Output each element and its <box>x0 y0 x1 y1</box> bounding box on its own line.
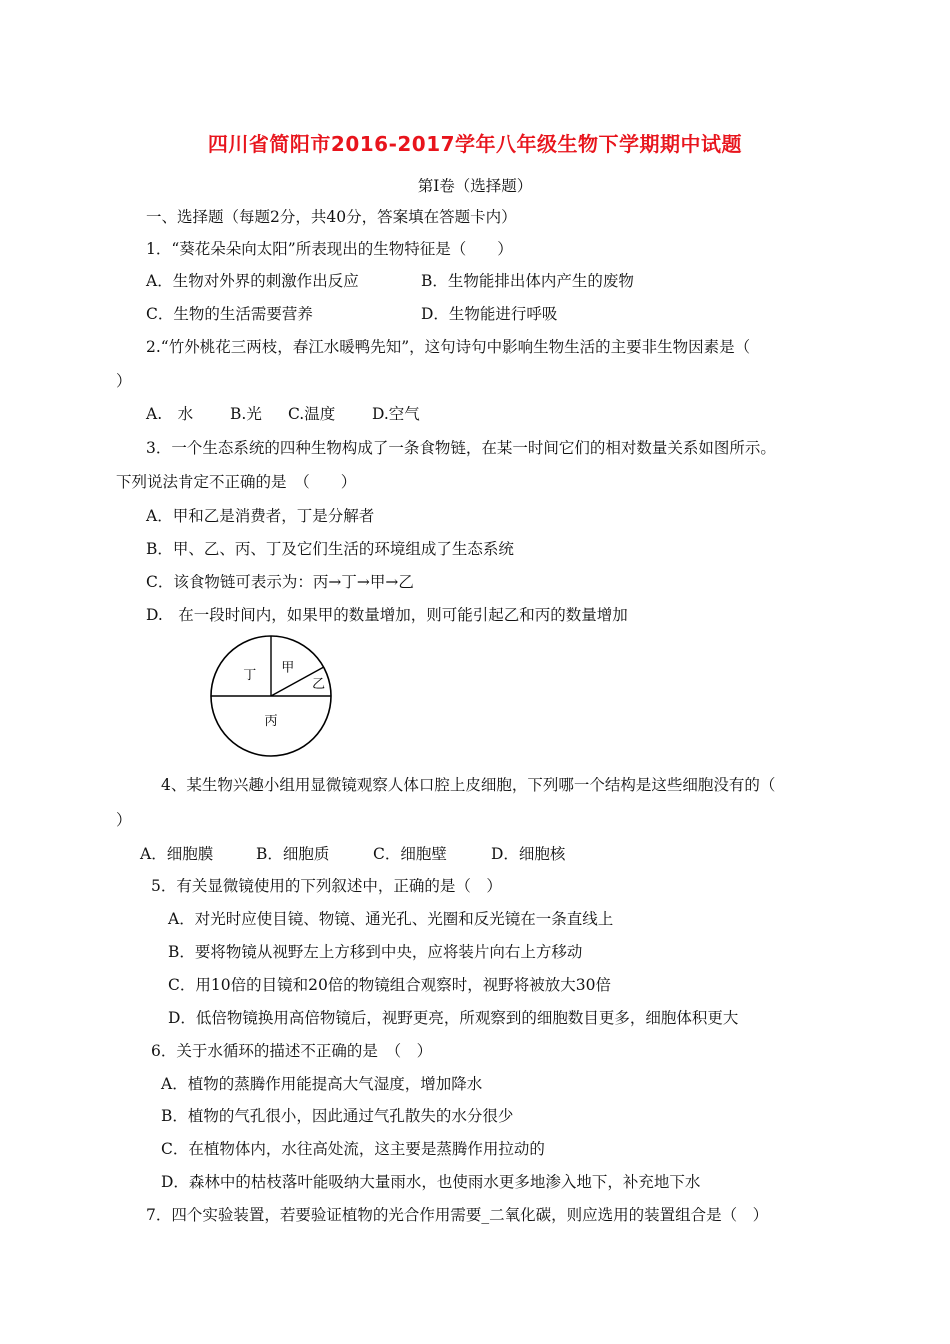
q4-stem: 4、某生物兴趣小组用显微镜观察人体口腔上皮细胞，下列哪一个结构是这些细胞没有的（ <box>161 776 776 794</box>
q7-stem: 7．四个实验装置，若要验证植物的光合作用需要_二氧化碳，则应选用的装置组合是（ ） <box>146 1206 769 1224</box>
q1-option-d: D．生物能进行呼吸 <box>421 305 558 323</box>
q1-option-c: C．生物的生活需要营养 <box>146 305 313 323</box>
q4-options <box>140 844 565 864</box>
page-title: 四川省简阳市2016-2017学年八年级生物下学期期中试题 <box>207 132 743 156</box>
pie-slice-label: 丙 <box>264 714 278 730</box>
pie-slice-label: 甲 <box>281 660 295 676</box>
q5-option-c: C．用10倍的目镜和20倍的物镜组合观察时，视野将被放大30倍 <box>168 976 612 994</box>
q3-stem-cont: 下列说法肯定不正确的是 （ ） <box>116 473 357 491</box>
q3-option-d: D. 在一段时间内，如果甲的数量增加，则可能引起乙和丙的数量增加 <box>146 606 628 624</box>
pie-slice-label: 乙 <box>312 676 326 692</box>
q6-option-b: B．植物的气孔很小，因此通过气孔散失的水分很少 <box>161 1107 514 1125</box>
q5-option-d: D．低倍物镜换用高倍物镜后，视野更亮，所观察到的细胞数目更多，细胞体积更大 <box>168 1009 739 1027</box>
q3-option-a: A．甲和乙是消费者，丁是分解者 <box>146 507 375 525</box>
q6-option-d: D．森林中的枯枝落叶能吸纳大量雨水，也使雨水更多地渗入地下，补充地下水 <box>161 1173 701 1191</box>
q3-stem: 3．一个生态系统的四种生物构成了一条食物链，在某一时间它们的相对数量关系如图所示。 <box>146 439 776 457</box>
q5-option-a: A．对光时应使目镜、物镜、通光孔、光圈和反光镜在一条直线上 <box>168 910 614 928</box>
q6-option-c: C．在植物体内，水往高处流，这主要是蒸腾作用拉动的 <box>161 1140 545 1158</box>
q2-options <box>146 404 420 424</box>
q3-option-c: C．该食物链可表示为：丙→丁→甲→乙 <box>146 573 414 591</box>
q3-option-b: B．甲、乙、丙、丁及它们生活的环境组成了生态系统 <box>146 540 514 558</box>
q4-stem-cont: ） <box>116 811 132 829</box>
instructions: 一、选择题（每题2分，共40分，答案填在答题卡内） <box>146 208 517 226</box>
q6-stem: 6．关于水循环的描述不正确的是 （ ） <box>151 1042 433 1060</box>
q1-option-a: A．生物对外界的刺激作出反应 <box>146 272 359 290</box>
q2-option-d: D.空气 <box>372 405 420 423</box>
q2-option-b: B.光 <box>230 405 262 423</box>
q4-option-c: C．细胞壁 <box>373 845 447 863</box>
section-heading: 第Ⅰ卷（选择题） <box>417 177 533 195</box>
q4-option-d: D．细胞核 <box>491 845 566 863</box>
q6-option-a: A．植物的蒸腾作用能提高大气湿度，增加降水 <box>161 1075 483 1093</box>
q2-option-a: A. 水 <box>146 405 194 423</box>
q5-stem: 5．有关显微镜使用的下列叙述中，正确的是（ ） <box>151 877 502 895</box>
q1-option-b: B．生物能排出体内产生的废物 <box>421 272 634 290</box>
q4-option-b: B．细胞质 <box>256 845 330 863</box>
q2-stem: 2.“竹外桃花三两枝，春江水暖鸭先知”，这句诗句中影响生物生活的主要非生物因素是（ <box>146 338 751 356</box>
q3-pie-chart <box>205 630 345 760</box>
q5-option-b: B．要将物镜从视野左上方移到中央，应将装片向右上方移动 <box>168 943 583 961</box>
q2-stem-cont: ） <box>116 372 132 390</box>
q1-stem: 1．“葵花朵朵向太阳”所表现出的生物特征是（ ） <box>146 240 513 258</box>
pie-slice-label: 丁 <box>243 667 257 683</box>
q2-option-c: C.温度 <box>288 405 336 423</box>
q4-option-a: A．细胞膜 <box>140 845 214 863</box>
